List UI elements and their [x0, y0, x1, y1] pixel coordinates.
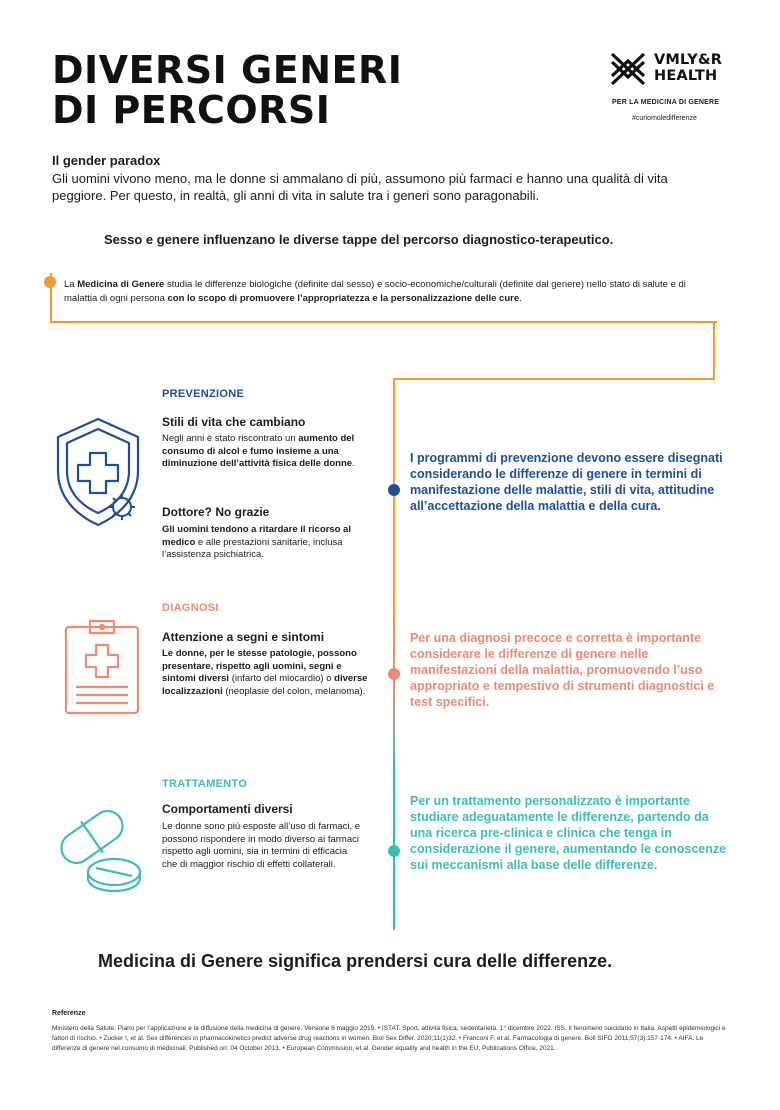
trattamento-label: TRATTAMENTO: [162, 778, 248, 790]
timeline-dot-prevenzione: [388, 484, 400, 496]
mdg-text-part: .: [519, 292, 522, 304]
mdg-text: [64, 278, 704, 305]
mdg-text-part: studia le differenze biologiche (definite dal sesso) e socio-economiche/culturali (definite dal genere) nello stato di salute e di malattia di ogni persona: [64, 279, 686, 304]
text-part: e alle prestazioni sanitarie, inclusa l’assistenza psichiatrica.: [162, 536, 343, 560]
diagnosi-callout: Per una diagnosi precoce e corretta è importante considerare le differenze di genere nelle manifestazioni della malattia, promuovendo l’uso appropriato e tempestivo di strumenti diagnostici e test specifici.: [410, 631, 715, 709]
trattamento-heading-1: Comportamenti diversi: [162, 802, 293, 816]
vmlyr-logo-icon: [610, 51, 646, 87]
page-title: [52, 50, 402, 130]
text-part: (infarto del miocardio) o: [229, 673, 335, 684]
references-body: Ministero della Salute. Piano per l’applicazione e la diffusione della medicina di genere. Versione 6 maggio 2019. • ISTAT. Sport, attività fisica, sedentarietà. 1° dicembre 2022. ISS. Il fenomeno suicidario in Italia. Aspetti epidemiologici e fattori di rischio. • Zucker I, et al. Sex differences in pharmacokinetics predict adverse drug reactions in women. Biol Sex Differ. 2020;11(1)32. • Franconi F, et al. Farmacologia di genere. Boll SIFO 2011;57(3):157-174. • AIFA. Le differenze di genere nel consumo di medicinali. Published on: 04 October 2013. • European Commission, et al. Gender equality and health in the EU, Publications Office, 2021.: [52, 1025, 726, 1052]
timeline-dot-diagnosi: [388, 668, 400, 680]
paradox-title: Il gender paradox: [52, 153, 161, 168]
hashtag: #curiomoledifferenze: [632, 115, 697, 122]
logo-line-1: VMLY&R: [654, 52, 723, 68]
text-part: Negli anni è stato riscontrato un: [162, 433, 299, 444]
text-bold: diverse localizzazioni: [162, 673, 368, 697]
text-bold: Gli uomini tendono a ritardare il ricorso al medico: [162, 524, 351, 548]
timeline-line-blend: [393, 680, 395, 770]
prevenzione-heading-1: Stili di vita che cambiano: [162, 415, 306, 429]
text-bold: Le donne, per le stesse patologie, possono presentare, rispetto agli uomini, segni e sintomi diversi: [162, 648, 357, 684]
diagnosi-text-1: [162, 648, 372, 698]
prevenzione-callout: I programmi di prevenzione devono essere disegnati considerando le differenze di genere in termini di manifestazione delle malattie, stili di vita, attitudine all’accettazione della malattia e della cura.: [410, 451, 723, 513]
prevenzione-text-1: [162, 433, 367, 471]
title-line-2: DI PERCORSI: [52, 88, 331, 132]
clipboard-cross-icon: [62, 617, 142, 717]
timeline-line-salmon: [393, 590, 395, 680]
paradox-body: Gli uomini vivono meno, ma le donne si ammalano di più, assumono più farmaci e hanno una qualità di vita peggiore. Per questo, in realtà, gli anni di vita in salute tra i generi sono paragonabili.: [52, 171, 668, 203]
subheadline: Sesso e genere influenzano le diverse tappe del percorso diagnostico-terapeutico.: [104, 232, 614, 247]
logo-line-2: HEALTH: [654, 68, 718, 84]
trattamento-text-1: Le donne sono più esposte all’uso di farmaci, e possono rispondere in modo diverso ai farmaci rispetto agli uomini, sia in termini di efficacia che di maggior rischio di effetti collaterali.: [162, 821, 361, 870]
title-line-1: DIVERSI GENERI: [52, 48, 403, 92]
text-part: .: [352, 458, 355, 469]
timeline-connector: [713, 321, 715, 380]
logo-wordmark: [654, 52, 722, 84]
mdg-text-bold: Medicina di Genere: [77, 279, 165, 290]
timeline-connector: [393, 378, 715, 380]
diagnosi-heading-1: Attenzione a segni e sintomi: [162, 630, 325, 644]
references-title: Referenze: [52, 1010, 86, 1017]
trattamento-callout: Per un trattamento personalizzato è importante studiare adeguatamente le differenze, partendo da una ricerca pre-clinica e clinica che tenga in considerazione il genere, aumentando le conoscenze sui meccanismi alla base delle differenze.: [410, 794, 727, 872]
logo-tagline: PER LA MEDICINA DI GENERE: [612, 99, 720, 106]
mdg-text-part: La: [64, 279, 78, 290]
text-part: (neoplasie del colon, melanoma).: [222, 685, 366, 697]
timeline-dot-trattamento: [388, 845, 400, 857]
prevenzione-label: PREVENZIONE: [162, 388, 245, 400]
closing-statement: Medicina di Genere significa prendersi cura delle differenze.: [98, 951, 613, 971]
text-bold: aumento del consumo di alcol e fumo insieme a una diminuzione dell’attività fisica delle donne: [162, 433, 355, 469]
mdg-dot: [44, 276, 56, 288]
prevenzione-heading-2: Dottore? No grazie: [162, 505, 270, 519]
shield-virus-icon: [52, 415, 144, 530]
mdg-text-bold: con lo scopo di promuovere l’appropriatezza e la personalizzazione delle cure: [167, 292, 520, 304]
diagnosi-label: DIAGNOSI: [162, 602, 219, 614]
prevenzione-text-2: [162, 524, 372, 562]
pills-icon: [52, 800, 147, 895]
